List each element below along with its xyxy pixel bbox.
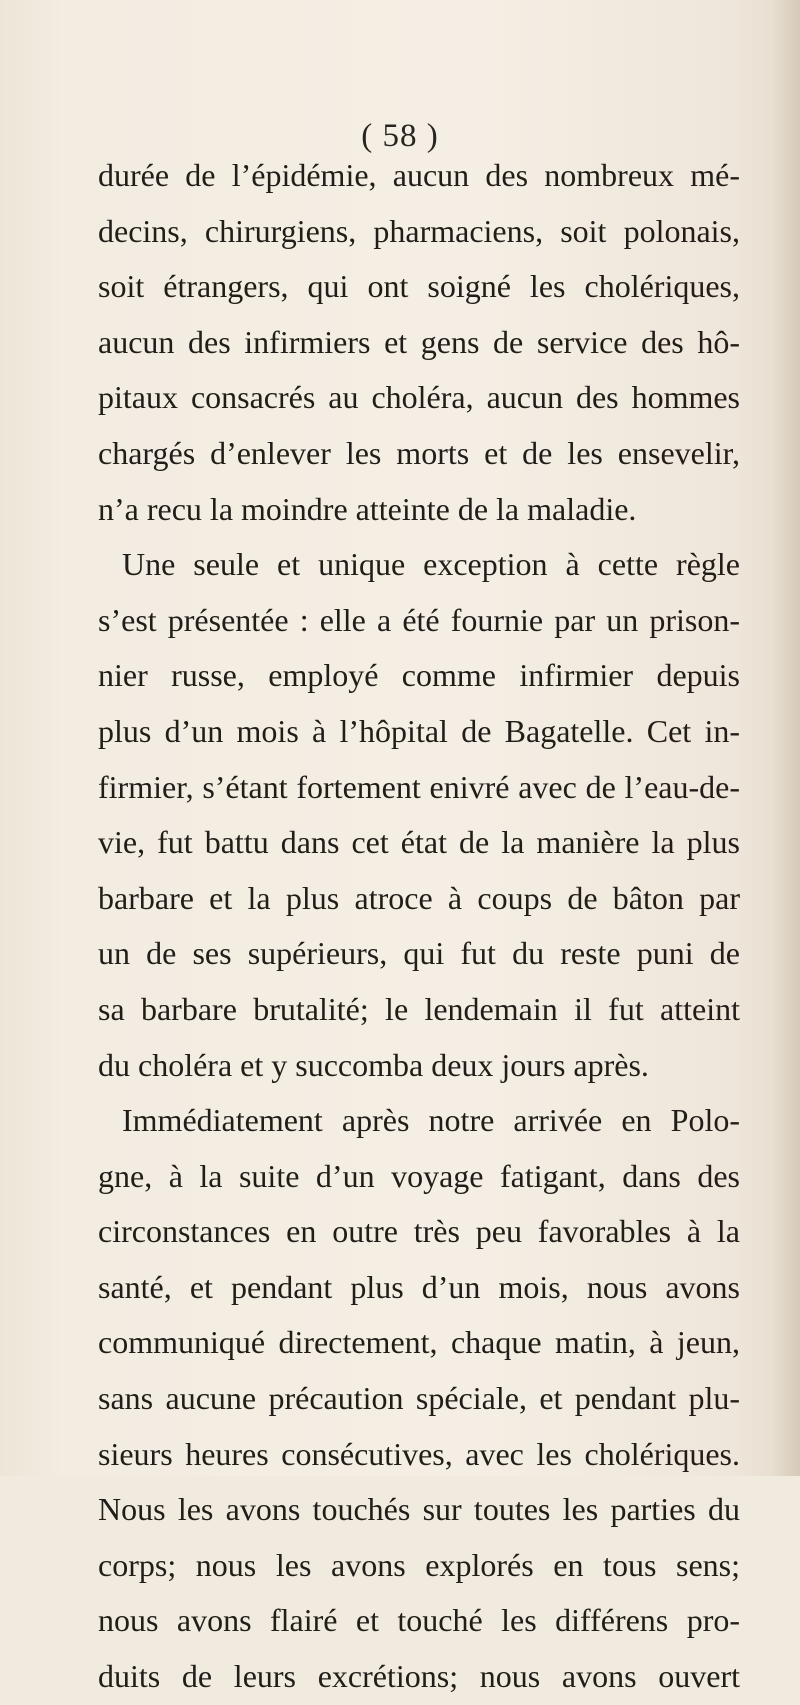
text-line-content: n’a recu la moindre atteinte de la maladie. xyxy=(98,490,637,527)
text-line-content: du choléra et y succomba deux jours après. xyxy=(98,1046,649,1083)
text-line xyxy=(98,537,740,593)
text-line xyxy=(98,1649,740,1705)
text-line xyxy=(98,482,740,538)
text-line xyxy=(98,315,740,371)
text-line xyxy=(98,1315,740,1371)
text-line-content: circonstances en outre très peu favorables à la xyxy=(98,1213,740,1250)
page-edge-shadow xyxy=(772,0,800,1476)
text-line-content: soit étrangers, qui ont soigné les cholériques, xyxy=(98,268,740,305)
text-line-content: un de ses supérieurs, qui fut du reste puni de xyxy=(98,935,740,972)
text-line-content: duits de leurs excrétions; nous avons ouvert xyxy=(98,1658,740,1695)
text-line-content: sa barbare brutalité; le lendemain il fut atteint xyxy=(98,990,740,1027)
text-line-content: vie, fut battu dans cet état de la manière la plus xyxy=(98,824,740,861)
text-line-content: durée de l’épidémie, aucun des nombreux mé- xyxy=(98,157,740,193)
text-line xyxy=(98,704,740,760)
text-line xyxy=(98,926,740,982)
text-line xyxy=(98,593,740,649)
text-line xyxy=(98,1093,740,1149)
text-line xyxy=(98,1538,740,1594)
text-line-content: barbare et la plus atroce à coups de bâton par xyxy=(98,879,740,916)
text-line-content: s’est présentée : elle a été fournie par un prison- xyxy=(98,601,740,638)
text-line-content: corps; nous les avons explorés en tous sens; xyxy=(98,1546,740,1583)
text-line-content: decins, chirurgiens, pharmaciens, soit polonais, xyxy=(98,212,740,249)
text-line xyxy=(98,148,740,204)
text-line-content: sieurs heures consécutives, avec les cholériques. xyxy=(98,1435,740,1472)
text-line-content: nous avons flairé et touché les différens pro- xyxy=(98,1602,740,1639)
text-line-content: Une seule et unique exception à cette règle xyxy=(122,546,740,583)
text-line xyxy=(98,370,740,426)
text-line-content: chargés d’enlever les morts et de les ensevelir, xyxy=(98,434,740,471)
text-line xyxy=(98,1593,740,1649)
page-number: ( 58 ) xyxy=(361,118,439,154)
text-line xyxy=(98,648,740,704)
text-line xyxy=(98,1204,740,1260)
text-line xyxy=(98,204,740,260)
text-line-content: plus d’un mois à l’hôpital de Bagatelle. Cet in- xyxy=(98,712,740,749)
text-line-content: sans aucune précaution spéciale, et pendant plu- xyxy=(98,1380,740,1417)
text-line xyxy=(98,871,740,927)
text-line-content: santé, et pendant plus d’un mois, nous avons xyxy=(98,1268,740,1305)
text-line-content: aucun des infirmiers et gens de service des hô- xyxy=(98,323,740,360)
text-line-content: communiqué directement, chaque matin, à jeun, xyxy=(98,1324,740,1361)
text-line xyxy=(98,1149,740,1205)
text-line xyxy=(98,1371,740,1427)
text-line xyxy=(98,760,740,816)
text-line xyxy=(98,1260,740,1316)
text-line-content: gne, à la suite d’un voyage fatigant, dans des xyxy=(98,1157,740,1194)
text-line xyxy=(98,259,740,315)
text-line-content: Nous les avons touchés sur toutes les parties du xyxy=(98,1491,740,1528)
text-line-content: firmier, s’étant fortement enivré avec de l’eau-de- xyxy=(98,768,740,805)
text-line xyxy=(98,982,740,1038)
text-line xyxy=(98,1038,740,1094)
text-line xyxy=(98,1482,740,1538)
body-text xyxy=(98,148,740,1705)
text-line xyxy=(98,815,740,871)
text-line xyxy=(98,426,740,482)
text-line-content: Immédiatement après notre arrivée en Polo- xyxy=(122,1102,740,1139)
text-line-content: nier russe, employé comme infirmier depuis xyxy=(98,657,740,694)
text-line xyxy=(98,1427,740,1483)
text-line-content: pitaux consacrés au choléra, aucun des hommes xyxy=(98,379,740,416)
